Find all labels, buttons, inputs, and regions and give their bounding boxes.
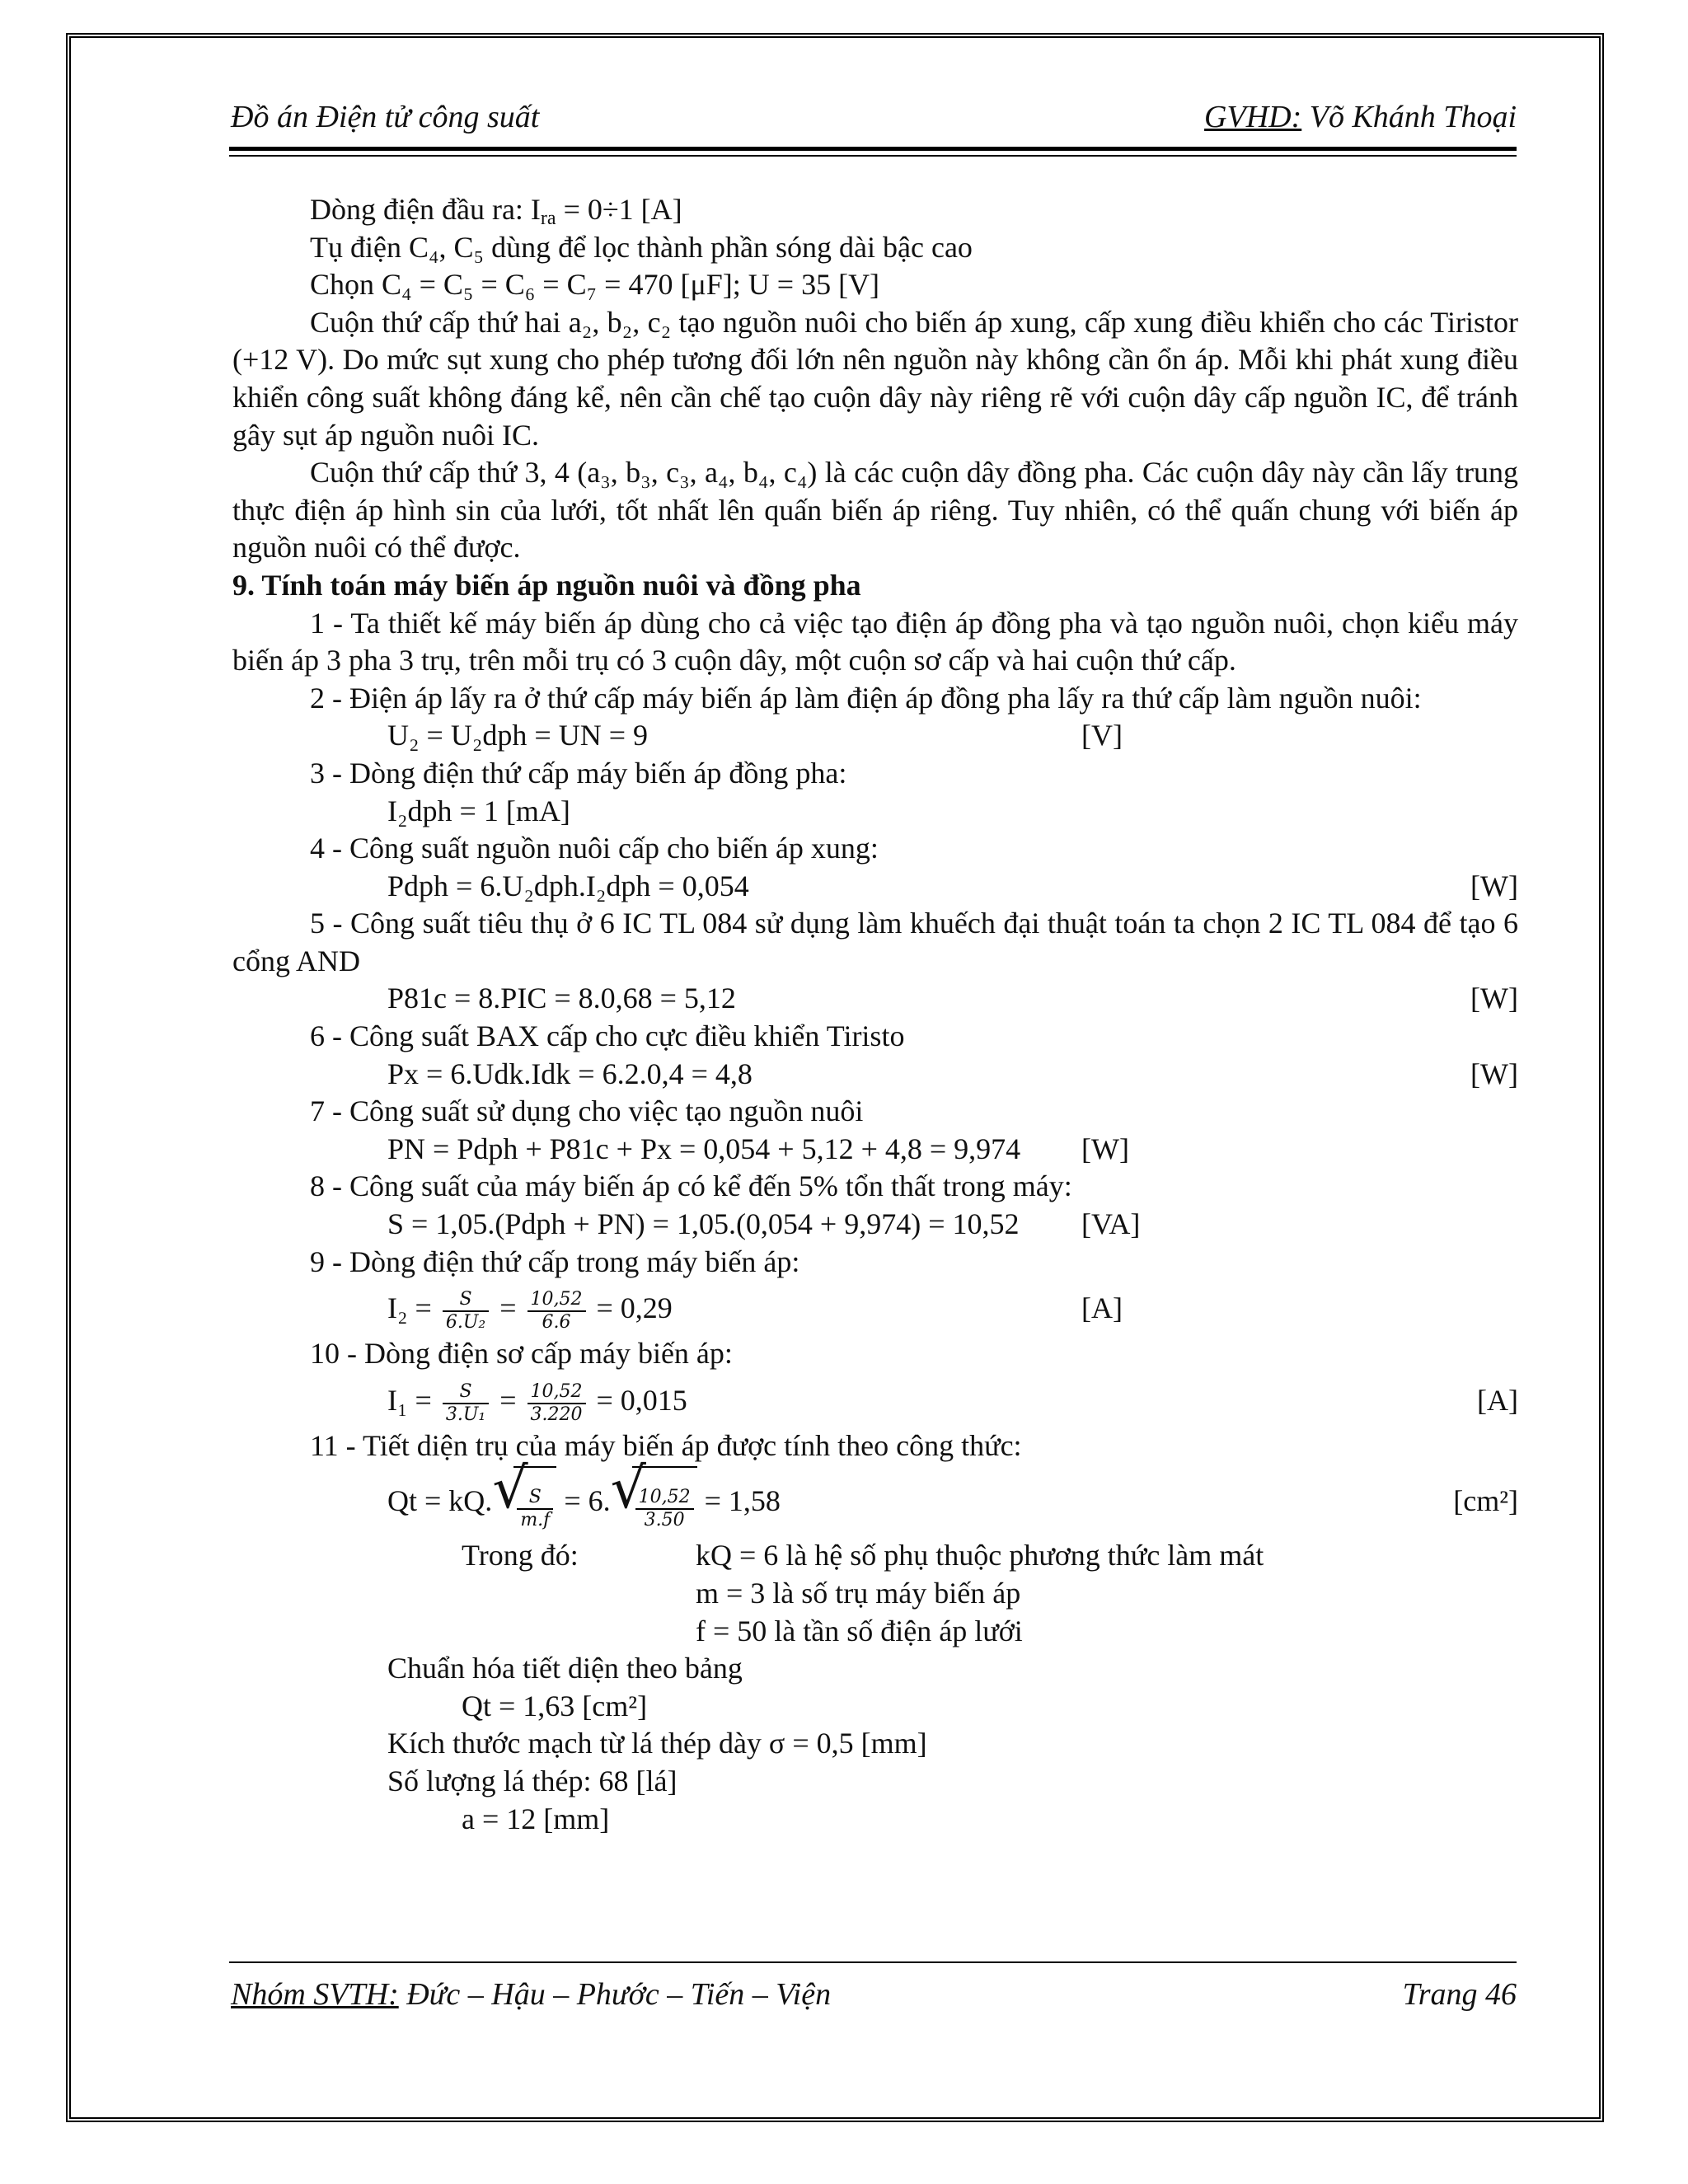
text: Dòng điện đầu ra: I xyxy=(310,193,541,226)
equation-4 xyxy=(232,868,1518,906)
step-6: 6 - Công suất BAX cấp cho cực điều khiển Tiristo xyxy=(310,1019,905,1053)
radical-icon: √ xyxy=(610,1456,646,1522)
denominator: 3.U₁ xyxy=(445,1404,486,1425)
equation-text: U₂ = U₂dph = UN = 9 xyxy=(387,719,649,752)
unit: [W] xyxy=(1470,982,1518,1015)
equation-10: I₁ = $\frac{S}{\text{3.U₁}}$ = $\frac{10,52}{3.220}$ = 0,015 [A] xyxy=(232,1373,1518,1427)
fraction xyxy=(528,1381,586,1426)
numerator: S xyxy=(443,1381,489,1404)
subscript: ra xyxy=(540,208,556,229)
where-row-2 xyxy=(232,1575,1518,1613)
denominator: 6.6 xyxy=(542,1311,571,1333)
group-label: Nhóm SVTH: xyxy=(231,1977,399,2012)
equation-2 xyxy=(232,717,1518,755)
denominator: 3.50 xyxy=(644,1509,685,1530)
equation-text: P81c = 8.PIC = 8.0,68 = 5,12 xyxy=(387,982,736,1015)
unit: [A] xyxy=(1477,1383,1518,1417)
step-8: 8 - Công suất của máy biến áp có kể đến 5% tổn thất trong máy: xyxy=(310,1169,1072,1203)
equation-3: I₂dph = 1 [mA] xyxy=(387,794,570,827)
numerator: 10,52 xyxy=(528,1381,586,1404)
fraction xyxy=(528,1289,586,1333)
where-row-1 xyxy=(232,1537,1518,1575)
where-item: kQ = 6 là hệ số phụ thuộc phương thức làm mát xyxy=(696,1539,1264,1572)
paragraph-secondary-3-4: Cuộn thứ cấp thứ 3, 4 (a₃, b₃, c₃, a₄, b₄, c₄) là các cuộn dây đồng pha. Các cuộn dây này cần lấy trung thực điện áp hình sin của lưới, tốt nhất lên quấn biến áp riêng. Tuy nhiên, có thể quấn chung với biến áp nguồn nuôi có thể được. xyxy=(232,456,1518,565)
equation-text: S = 1,05.(Pdph + PN) = 1,05.(0,054 + 9,974) = 10,52 xyxy=(387,1207,1020,1241)
step-10: 10 - Dòng điện sơ cấp máy biến áp: xyxy=(310,1337,733,1371)
denominator: 6.U₂ xyxy=(445,1311,486,1333)
numerator: 10,52 xyxy=(528,1289,586,1312)
normalize-line: Chuẩn hóa tiết diện theo bảng xyxy=(387,1652,743,1685)
core-dimension-line: Kích thước mạch từ lá thép dày σ = 0,5 [mm] xyxy=(387,1727,927,1760)
fraction xyxy=(443,1289,489,1333)
square-root xyxy=(492,1456,556,1542)
unit: [cm²] xyxy=(1453,1484,1518,1518)
step-9: 9 - Dòng điện thứ cấp trong máy biến áp: xyxy=(310,1244,800,1278)
section-heading: 9. Tính toán máy biến áp nguồn nuôi và đồng pha xyxy=(232,568,861,602)
equation-8 xyxy=(232,1206,1518,1244)
equation-text: Qt = kQ. xyxy=(387,1484,493,1518)
advisor-label: GVHD: xyxy=(1204,100,1302,134)
capacitor-line: Tụ điện C₄, C₅ dùng để lọc thành phần sóng dài bậc cao xyxy=(310,230,973,264)
equation-text: = 1,58 xyxy=(696,1484,781,1518)
unit: [W] xyxy=(1081,1132,1129,1165)
equation-7 xyxy=(232,1131,1518,1169)
footer-group xyxy=(231,1976,831,2013)
equation-text: = 0,29 xyxy=(588,1291,673,1325)
step-1: 1 - Ta thiết kế máy biến áp dùng cho cả việc tạo điện áp đồng pha và tạo nguồn nuôi, chọn kiểu máy biến áp 3 pha 3 trụ, trên mỗi trụ có 3 cuộn dây, một cuộn sơ cấp và hai cuộn thứ cấp. xyxy=(232,606,1518,677)
equation-11 xyxy=(232,1456,1518,1537)
equation-6 xyxy=(232,1056,1518,1094)
group-names: Đức – Hậu – Phước – Tiến – Viện xyxy=(398,1977,832,2012)
header-title: Đồ án Điện tử công suất xyxy=(231,100,540,134)
advisor-name: Võ Khánh Thoại xyxy=(1301,100,1517,134)
where-row-3 xyxy=(232,1613,1518,1651)
radical-icon: √ xyxy=(492,1456,528,1522)
where-item: f = 50 là tần số điện áp lưới xyxy=(696,1614,1023,1647)
fraction xyxy=(443,1381,489,1426)
step-11: 11 - Tiết diện trụ của máy biến áp được tính theo công thức: xyxy=(310,1428,1022,1462)
equation-text: I₂ = xyxy=(387,1291,439,1325)
page-number: Trang 46 xyxy=(1402,1977,1517,2012)
page-body xyxy=(232,191,1518,1838)
equation-5 xyxy=(232,980,1518,1018)
equation-text: I₁ = xyxy=(387,1383,439,1417)
numerator: S xyxy=(517,1487,553,1510)
dimension-a-line: a = 12 [mm] xyxy=(462,1802,610,1835)
where-item: m = 3 là số trụ máy biến áp xyxy=(696,1577,1021,1610)
step-7: 7 - Công suất sử dụng cho việc tạo nguồn nuôi xyxy=(310,1094,864,1128)
unit: [V] xyxy=(1081,719,1123,752)
where-label: Trong đó: xyxy=(462,1539,579,1572)
numerator: S xyxy=(443,1289,489,1312)
normalized-value: Qt = 1,63 [cm²] xyxy=(462,1689,648,1722)
equation-text: = 6. xyxy=(556,1484,611,1518)
page-header xyxy=(231,99,1517,140)
header-rule-thin xyxy=(229,155,1517,157)
header-rule xyxy=(229,147,1517,151)
step-2: 2 - Điện áp lấy ra ở thứ cấp máy biến áp làm điện áp đồng pha lấy ra thứ cấp làm nguồn nuôi: xyxy=(310,681,1422,715)
step-5: 5 - Công suất tiêu thụ ở 6 IC TL 084 sử dụng làm khuếch đại thuật toán ta chọn 2 IC TL 084 để tạo 6 cổng AND xyxy=(232,907,1518,977)
equation-text: Px = 6.Udk.Idk = 6.2.0,4 = 4,8 xyxy=(387,1057,753,1090)
unit: [A] xyxy=(1081,1291,1123,1325)
paragraph-secondary-2: Cuộn thứ cấp thứ hai a₂, b₂, c₂ tạo nguồn nuôi cho biến áp xung, cấp xung điều khiển cho các Tiristor (+12 V). Do mức sụt xung cho phép tương đối lớn nên nguồn này không cần ổn áp. Mỗi khi phát xung điều khiển công suất không đáng kể, nên cần chế tạo cuộn dây này riêng rẽ với cuộn dây cấp nguồn IC, để tránh gây sụt áp nguồn nuôi IC. xyxy=(232,305,1518,452)
equation-text: PN = Pdph + P81c + Px = 0,054 + 5,12 + 4,8 = 9,974 xyxy=(387,1132,1021,1165)
text: = 0÷1 [A] xyxy=(556,193,682,226)
capacitor-choice-line: Chọn C₄ = C₅ = C₆ = C₇ = 470 [μF]; U = 35 [V] xyxy=(310,268,880,302)
denominator: 3.220 xyxy=(530,1404,583,1425)
header-advisor xyxy=(1204,99,1517,135)
denominator: m.f xyxy=(520,1509,551,1530)
equation-text: = 0,015 xyxy=(588,1383,687,1417)
step-3: 3 - Dòng điện thứ cấp máy biến áp đồng pha: xyxy=(310,756,847,790)
step-4: 4 - Công suất nguồn nuôi cấp cho biến áp xung: xyxy=(310,832,879,865)
equation-text: Pdph = 6.U₂dph.I₂dph = 0,054 xyxy=(387,869,749,902)
equation-9: I₂ = $\frac{S}{\text{6.U₂}}$ = $\frac{10,52}{6.6}$ = 0,29 [A] xyxy=(232,1281,1518,1335)
lamination-count-line: Số lượng lá thép: 68 [lá] xyxy=(387,1764,678,1797)
page-footer xyxy=(231,1976,1517,2018)
numerator: 10,52 xyxy=(635,1487,694,1510)
footer-rule xyxy=(229,1961,1517,1963)
output-current-line xyxy=(232,191,1518,229)
square-root xyxy=(610,1456,697,1542)
unit: [W] xyxy=(1470,1057,1518,1090)
unit: [VA] xyxy=(1081,1207,1141,1241)
unit: [W] xyxy=(1470,869,1518,902)
